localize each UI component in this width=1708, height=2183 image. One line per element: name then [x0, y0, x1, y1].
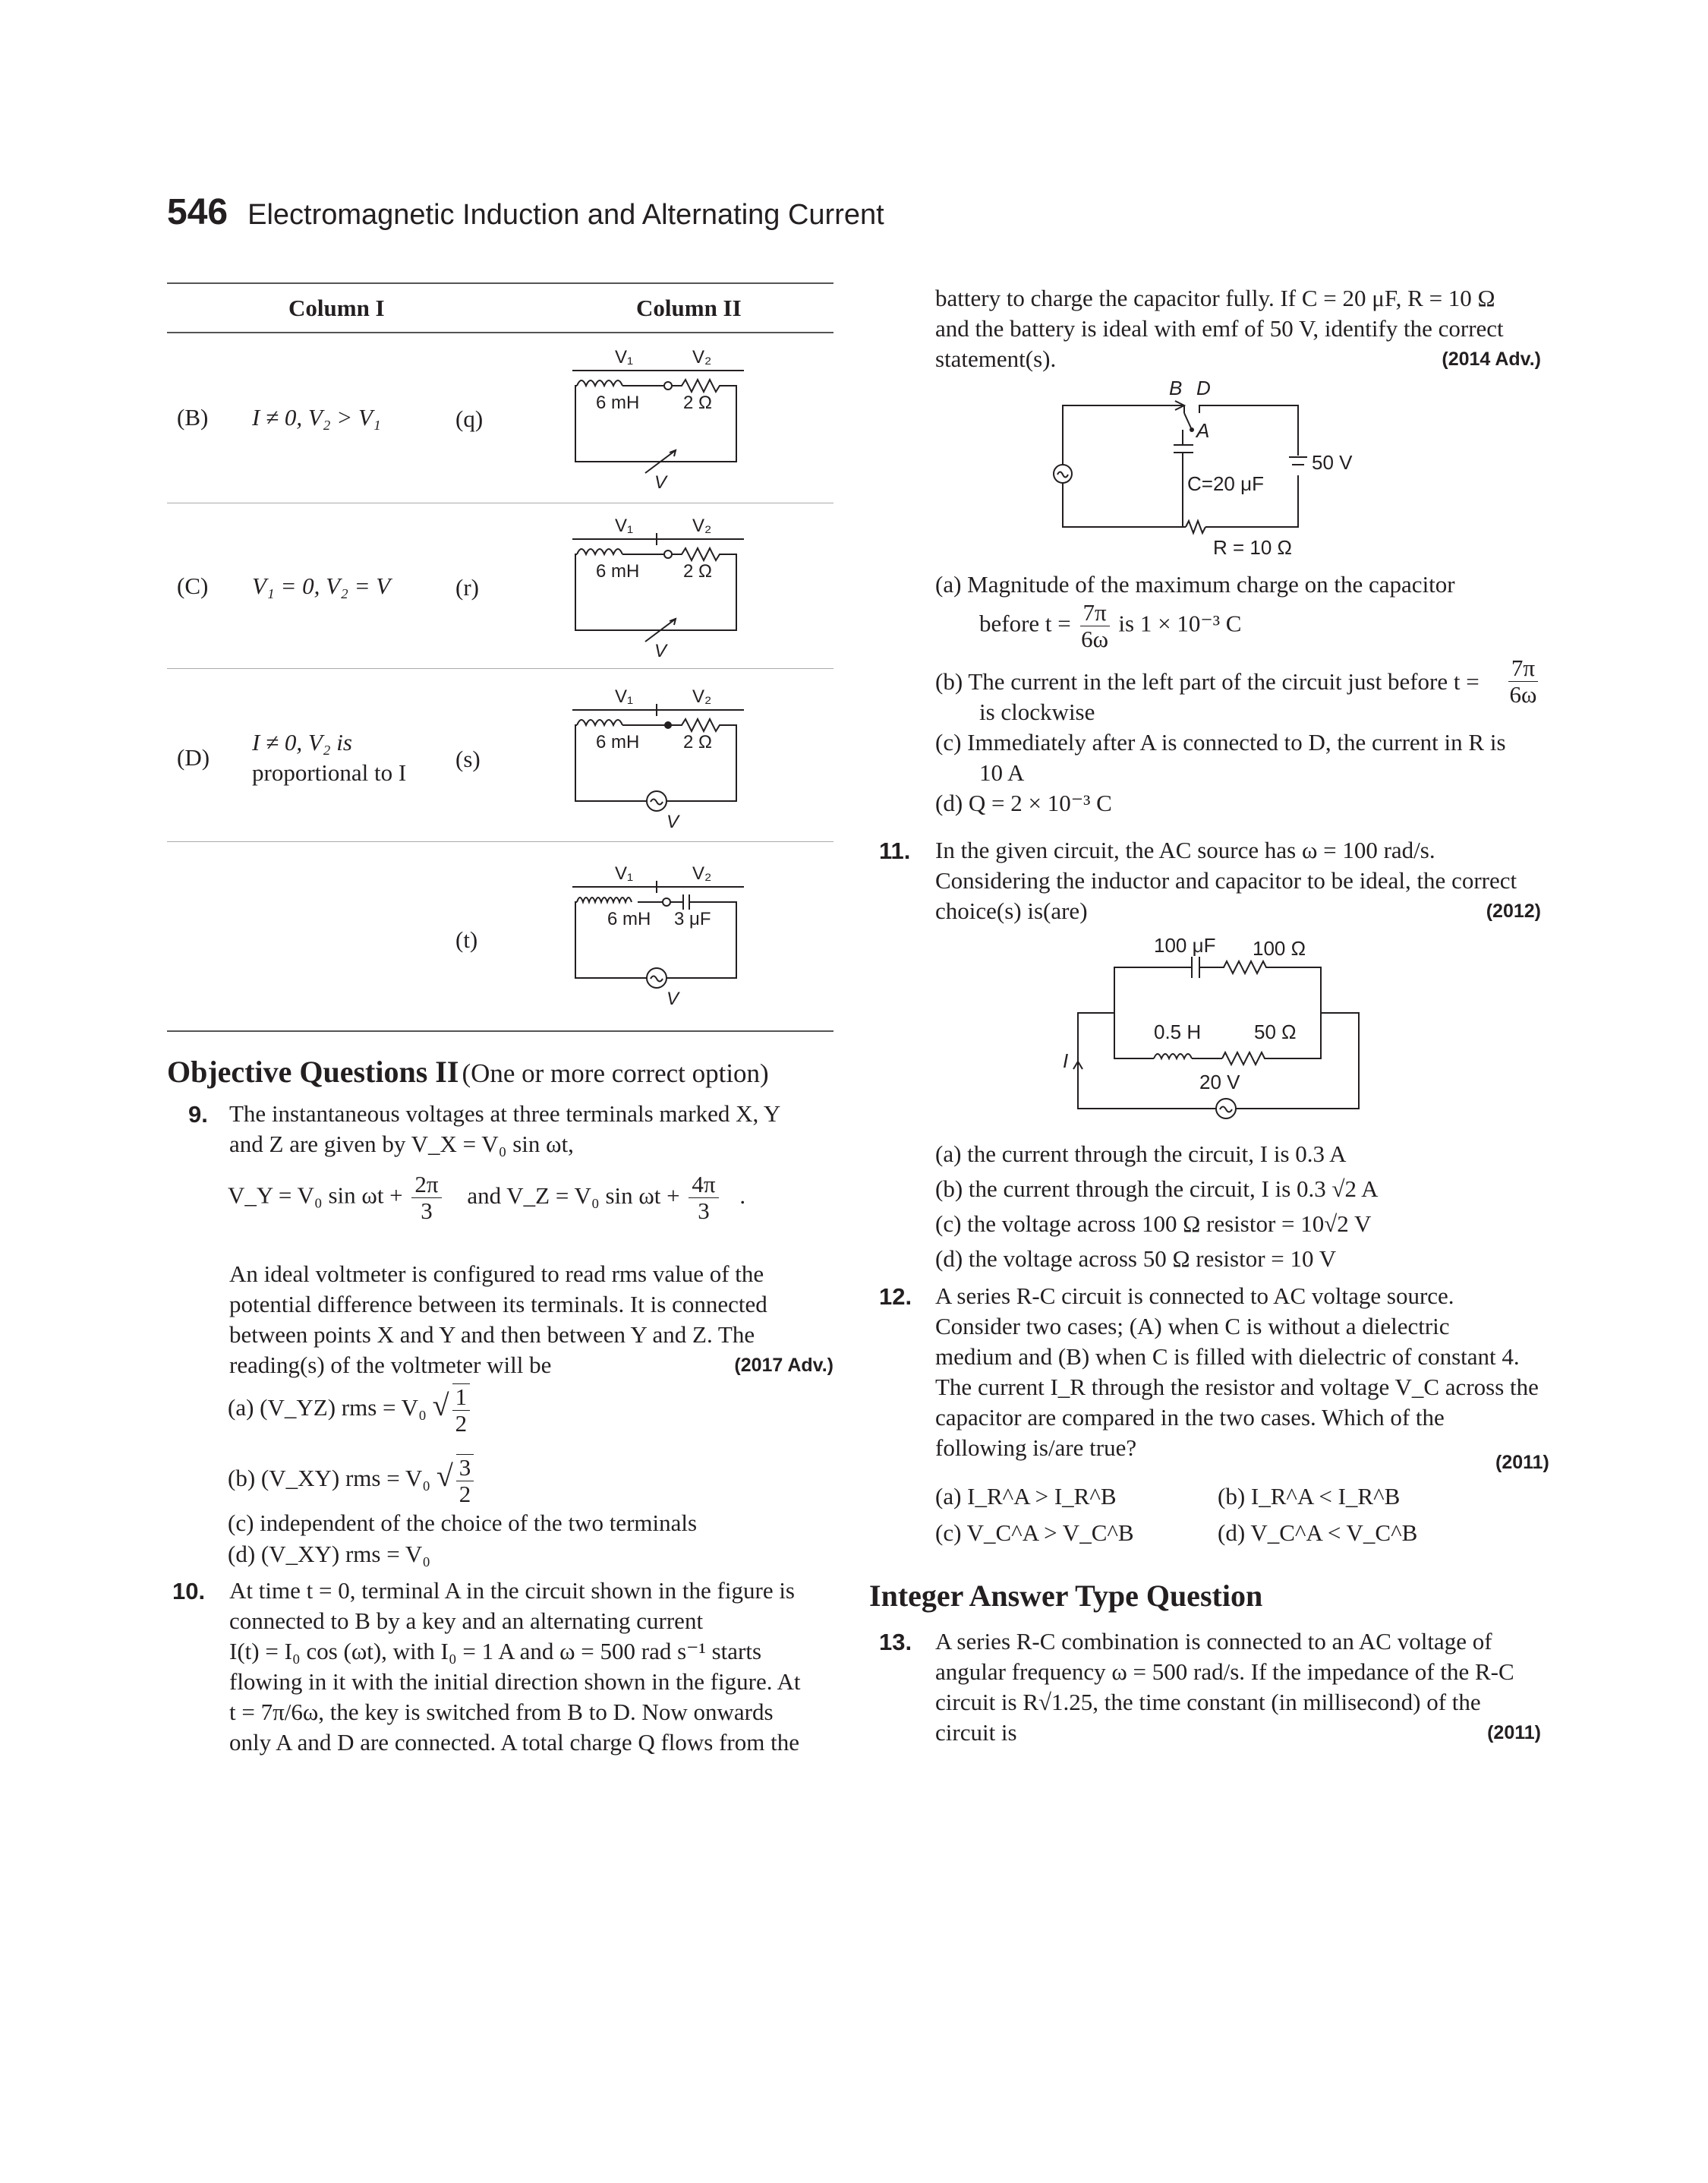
- q9-option-a: (a) (V_YZ) rms = V₀ √ $\frac{1}{2}$: [228, 1383, 473, 1437]
- circuit-s: [562, 680, 759, 831]
- q10-line: battery to charge the capacitor fully. If C = 20 μF, R = 10 Ω: [935, 285, 1495, 311]
- q12-line: capacitor are compared in the two cases. Which of the: [935, 1404, 1445, 1431]
- q12-line: following is/are true?: [935, 1434, 1137, 1461]
- q9-line: The instantaneous voltages at three terminals marked X, Y: [229, 1100, 781, 1127]
- fraction: $\frac{2\pi}{3}$: [411, 1172, 441, 1224]
- question-number-10: 10.: [172, 1578, 206, 1604]
- running-title: Electromagnetic Induction and Alternating Current: [247, 199, 884, 231]
- label-source: 20 V: [1199, 1071, 1240, 1093]
- v1-label: V₁: [615, 347, 634, 368]
- voltmeter-label: V: [654, 472, 667, 492]
- row-divider: [167, 841, 834, 842]
- section-heading-integer: Integer Answer Type Question: [869, 1579, 1263, 1613]
- v2-label: V₂: [692, 516, 712, 536]
- question-number-12: 12.: [879, 1283, 912, 1310]
- row-d-condition-2: proportional to I: [252, 759, 407, 786]
- option-text: (b) (V_XY) rms = V₀: [228, 1465, 431, 1492]
- q9-line: An ideal voltmeter is configured to read rms value of the: [229, 1260, 764, 1287]
- label-resistor-100: 100 Ω: [1253, 937, 1306, 960]
- row-b-label: (B): [177, 404, 209, 431]
- q12-line: Consider two cases; (A) when C is without a dielectric: [935, 1313, 1450, 1339]
- section-subtitle: (One or more correct option): [462, 1058, 769, 1088]
- question-12-text: [935, 1281, 1541, 1463]
- label-a: A: [1196, 419, 1210, 442]
- q11-line: [935, 896, 1541, 926]
- voltmeter-label: V: [654, 641, 667, 661]
- q12-option-d: (d) V_C^A < V_C^B: [1218, 1519, 1418, 1546]
- question-number-11: 11.: [879, 838, 911, 864]
- option-b-line2: is clockwise: [979, 699, 1095, 725]
- inductor-label: 6 mH: [607, 909, 651, 929]
- question-9-text: [229, 1099, 834, 1159]
- fraction: $\frac{1}{2}$: [452, 1383, 471, 1437]
- q10-line: connected to B by a key and an alternating current: [229, 1607, 704, 1634]
- circuit-t: [562, 856, 759, 1008]
- page-header: [167, 191, 884, 233]
- label-capacitor: C=20 μF: [1187, 472, 1264, 495]
- option-text: is 1 × 10⁻³ C: [1118, 610, 1242, 637]
- option-text: (b) The current in the left part of the circuit just before t =: [935, 667, 1480, 695]
- q13-line: A series R-C combination is connected to an AC voltage of: [935, 1628, 1492, 1655]
- inductor-label: 6 mH: [596, 732, 640, 752]
- q11-line: In the given circuit, the AC source has ω = 100 rad/s.: [935, 837, 1435, 863]
- q12-year-tag: (2011): [1495, 1452, 1549, 1473]
- fraction: $\frac{4\pi}{3}$: [689, 1172, 718, 1224]
- v2-label: V₂: [692, 863, 712, 884]
- q9-line: [229, 1350, 834, 1380]
- resistor-label: 2 Ω: [683, 393, 712, 413]
- row-d-label: (D): [177, 744, 210, 771]
- q11-line: Considering the inductor and capacitor to be ideal, the correct: [935, 867, 1517, 894]
- option-d: (d) Q = 2 × 10⁻³ C: [935, 790, 1112, 816]
- q9-line-text: reading(s) of the voltmeter will be: [229, 1352, 552, 1378]
- q12-line: medium and (B) when C is filled with dielectric of constant 4.: [935, 1343, 1520, 1370]
- q10-line: At time t = 0, terminal A in the circuit shown in the figure is: [229, 1577, 795, 1604]
- option-c-line1: (c) Immediately after A is connected to D, the current in R is: [935, 729, 1506, 756]
- capacitor-label: 3 μF: [674, 909, 711, 929]
- option-d: (d) the voltage across 50 Ω resistor = 10 V: [935, 1245, 1337, 1272]
- v1-label: V₁: [615, 863, 634, 884]
- q9-option-c: (c) independent of the choice of the two terminals: [228, 1509, 698, 1536]
- option-a-line2: [979, 600, 1541, 652]
- table-bottom-rule: [167, 1030, 834, 1032]
- q10-line: flowing in it with the initial direction shown in the figure. At: [229, 1668, 801, 1695]
- q13-line-text: circuit is: [935, 1719, 1017, 1746]
- resistor-label: 2 Ω: [683, 561, 712, 582]
- fraction: $\frac{3}{2}$: [456, 1454, 474, 1507]
- year-tag: (2017 Adv.): [734, 1355, 834, 1376]
- q11-options: [935, 1137, 1541, 1276]
- row-d-condition-1: I ≠ 0, V₂ is: [252, 729, 352, 756]
- option-a-line1: (a) Magnitude of the maximum charge on the capacitor: [935, 571, 1455, 598]
- v2-label: V₂: [692, 686, 712, 707]
- q10-line: t = 7π/6ω, the key is switched from B to D. Now onwards: [229, 1699, 774, 1725]
- row-b-condition: I ≠ 0, V₂ > V₁: [252, 404, 381, 431]
- question-number-13: 13.: [879, 1629, 912, 1655]
- q10-circuit-figure: [1048, 378, 1366, 560]
- eq-vz: and V_Z = V₀ sin ωt +: [467, 1181, 680, 1209]
- q9-paragraph: [229, 1259, 834, 1380]
- q9-equation: [228, 1172, 745, 1224]
- question-11-text: [935, 835, 1541, 926]
- label-inductor: 0.5 H: [1154, 1021, 1202, 1043]
- option-text: before t =: [979, 610, 1071, 637]
- question-10-continued: [935, 283, 1541, 374]
- option-c-line2: 10 A: [979, 759, 1025, 786]
- q13-line: angular frequency ω = 500 rad/s. If the impedance of the R-C: [935, 1658, 1514, 1685]
- q10-line-text: statement(s).: [935, 345, 1057, 372]
- column-2-header: Column II: [636, 295, 742, 321]
- page-number: 546: [167, 192, 228, 232]
- option-c: (c) the voltage across 100 Ω resistor = 10√2 V: [935, 1210, 1372, 1237]
- q12-option-a: (a) I_R^A > I_R^B: [935, 1483, 1117, 1509]
- q11-line-text: choice(s) is(are): [935, 897, 1088, 924]
- source-label: V: [666, 989, 679, 1008]
- q9-line: and Z are given by V_X = V₀ sin ωt,: [229, 1131, 574, 1157]
- inductor-label: 6 mH: [596, 561, 640, 582]
- q10-options: [935, 569, 1541, 819]
- column-1-header: Column I: [288, 295, 385, 321]
- label-d: D: [1196, 378, 1211, 399]
- row-divider: [167, 668, 834, 669]
- question-number-9: 9.: [188, 1101, 208, 1128]
- v1-label: V₁: [615, 686, 634, 707]
- table-header-rule: [167, 332, 834, 333]
- q10-line: [935, 344, 1541, 374]
- circuit-q: [562, 340, 759, 492]
- label-capacitor: 100 μF: [1154, 934, 1216, 957]
- q12-line: The current I_R through the resistor and voltage V_C across the: [935, 1374, 1539, 1400]
- row-t-option: (t): [455, 926, 478, 953]
- label-battery: 50 V: [1312, 451, 1353, 474]
- option-a: (a) the current through the circuit, I is 0.3 A: [935, 1140, 1347, 1167]
- row-b-option: (q): [455, 405, 484, 432]
- year-tag: (2011): [1487, 1722, 1541, 1743]
- section-title: Objective Questions II: [167, 1055, 459, 1089]
- q10-line: and the battery is ideal with emf of 50 V, identify the correct: [935, 315, 1504, 342]
- label-resistor-50: 50 Ω: [1254, 1021, 1297, 1043]
- eq-end: .: [739, 1181, 746, 1209]
- label-current: I: [1063, 1049, 1069, 1072]
- row-c-option: (r): [455, 574, 479, 601]
- eq-vy: V_Y = V₀ sin ωt +: [228, 1181, 403, 1209]
- question-10-text: [229, 1576, 834, 1758]
- fraction: $\frac{7\pi}{6\omega}$: [1509, 655, 1537, 708]
- option-text: (a) (V_YZ) rms = V₀: [228, 1394, 427, 1421]
- q12-option-c: (c) V_C^A > V_C^B: [935, 1519, 1134, 1546]
- row-d-option: (s): [455, 746, 481, 772]
- source-label: V: [666, 812, 679, 831]
- option-b: (b) the current through the circuit, I is 0.3 √2 A: [935, 1175, 1379, 1202]
- resistor-label: 2 Ω: [683, 732, 712, 752]
- year-tag: (2014 Adv.): [1442, 349, 1541, 370]
- label-b: B: [1169, 378, 1183, 399]
- year-tag: (2012): [1486, 901, 1541, 922]
- section-heading-objective-ii: [167, 1054, 769, 1090]
- inductor-label: 6 mH: [596, 393, 640, 413]
- q13-line: [935, 1718, 1541, 1748]
- v1-label: V₁: [615, 516, 634, 536]
- q9-option-d: (d) (V_XY) rms = V₀: [228, 1541, 431, 1567]
- v2-label: V₂: [692, 347, 712, 368]
- q13-line: circuit is R√1.25, the time constant (in millisecond) of the: [935, 1689, 1481, 1715]
- question-13-text: [935, 1626, 1541, 1748]
- q10-line: only A and D are connected. A total charge Q flows from the: [229, 1729, 799, 1756]
- q9-line: between points X and Y and then between Y and Z. The: [229, 1321, 755, 1348]
- q9-option-b: (b) (V_XY) rms = V₀ √ $\frac{3}{2}$: [228, 1454, 477, 1507]
- table-top-rule: [167, 282, 834, 284]
- q10-line: I(t) = I₀ cos (ωt), with I₀ = 1 A and ω = 500 rad s⁻¹ starts: [229, 1638, 762, 1664]
- circuit-r: [562, 509, 759, 661]
- q12-option-b: (b) I_R^A < I_R^B: [1218, 1483, 1401, 1509]
- row-c-label: (C): [177, 573, 209, 599]
- row-c-condition: V₁ = 0, V₂ = V: [252, 573, 391, 599]
- q11-circuit-figure: [1063, 928, 1382, 1125]
- q12-line: A series R-C circuit is connected to AC voltage source.: [935, 1282, 1454, 1309]
- fraction: $\frac{7\pi}{6\omega}$: [1081, 599, 1109, 652]
- q9-line: potential difference between its terminals. It is connected: [229, 1291, 767, 1317]
- label-resistor: R = 10 Ω: [1213, 536, 1292, 559]
